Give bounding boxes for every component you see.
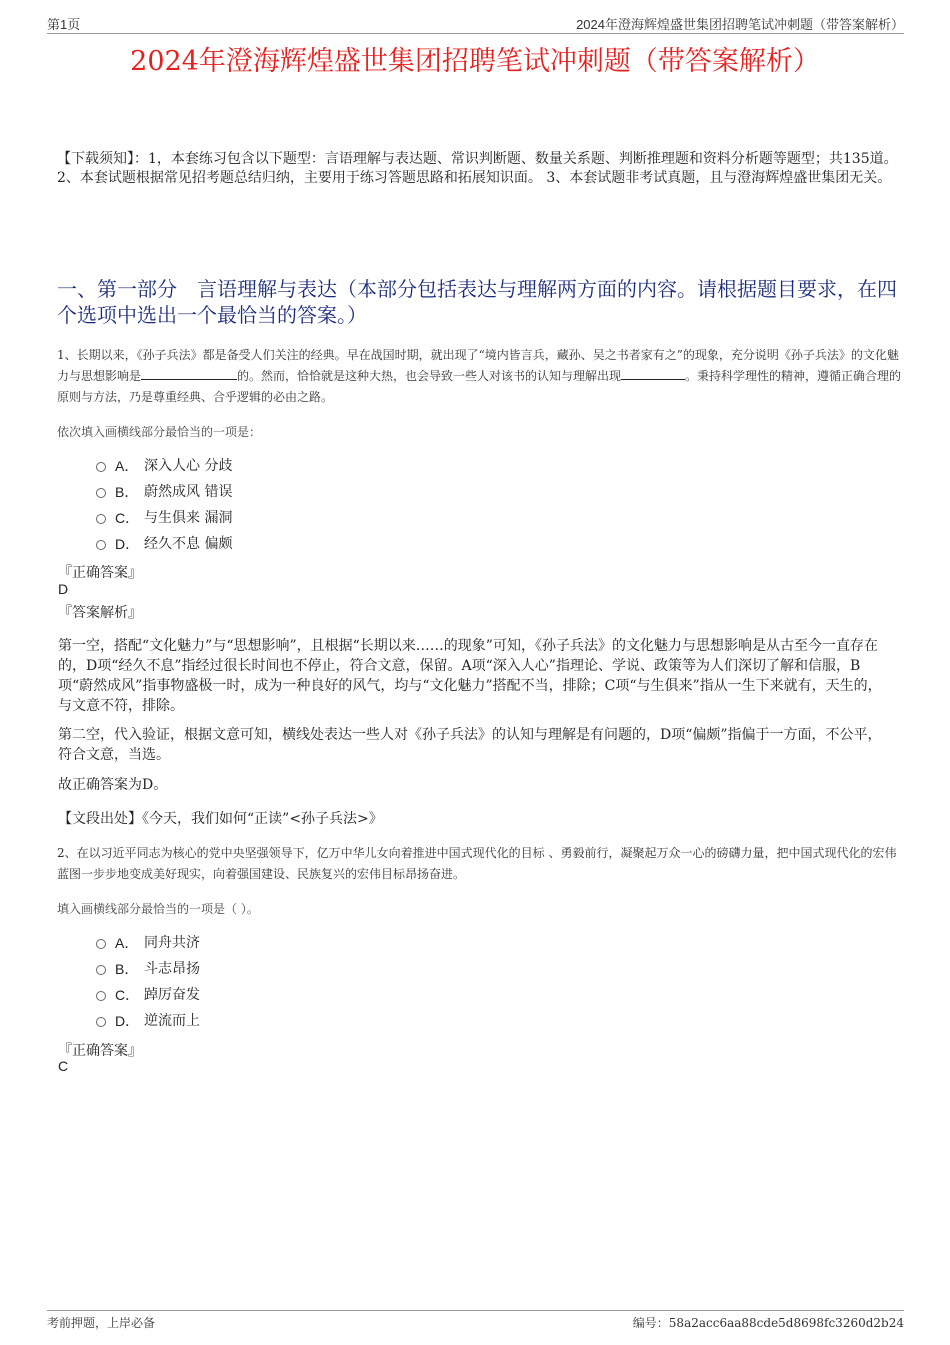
section-heading: 一、第一部分 言语理解与表达（本部分包括表达与理解两方面的内容。请根据题目要求，在四个选项中选出一个最恰当的答案。） — [57, 277, 897, 327]
option-text: 与生俱来 漏洞 — [144, 510, 233, 526]
question-1-option-d[interactable] — [96, 534, 232, 554]
footer-divider — [47, 1310, 904, 1311]
option-text: 深入人心 分歧 — [144, 458, 233, 474]
option-key: A． — [115, 458, 139, 474]
option-text: 经久不息 偏颇 — [144, 536, 233, 552]
option-key: B． — [115, 484, 139, 500]
fill-blank-2 — [621, 367, 685, 380]
question-1-option-c[interactable] — [96, 508, 232, 528]
option-text: 蔚然成风 错误 — [144, 484, 233, 500]
running-header-title: 2024年澄海辉煌盛世集团招聘笔试冲刺题（带答案解析） — [576, 17, 904, 32]
radio-circle-icon[interactable] — [96, 965, 106, 975]
option-key: D． — [115, 1013, 140, 1029]
radio-circle-icon[interactable] — [96, 540, 106, 550]
radio-circle-icon[interactable] — [96, 514, 106, 524]
radio-circle-icon[interactable] — [96, 488, 106, 498]
document-serial-number: 编号：58a2acc6aa88cde5d8698fc3260d2b24 — [632, 1316, 904, 1330]
analysis-paragraph-2: 第二空，代入验证，根据文意可知，横线处表达一些人对《孙子兵法》的认知与理解是有问题的，D项“偏颇”指偏于一方面，不公平，符合文意，当选。 — [58, 727, 882, 763]
fill-blank-1 — [141, 367, 237, 380]
question-1-option-b[interactable] — [96, 482, 232, 502]
question-1-stem-part2: 的。然而，恰恰就是这种大热，也会导致一些人对该书的认知与理解出现 — [237, 369, 622, 383]
correct-answer-value: D — [58, 581, 69, 597]
correct-answer-label: 『正确答案』 — [58, 1043, 142, 1059]
question-2-option-c[interactable] — [96, 985, 200, 1005]
document-title: 2024年澄海辉煌盛世集团招聘笔试冲刺题（带答案解析） — [130, 46, 820, 77]
option-text: 同舟共济 — [144, 935, 200, 951]
header-divider — [47, 33, 904, 34]
passage-source: 【文段出处】《今天，我们如何“正读”<孙子兵法>》 — [58, 811, 383, 827]
option-text: 踔厉奋发 — [144, 987, 200, 1003]
download-notice: 【下载须知】：1，本套练习包含以下题型：言语理解与表达题、常识判断题、数量关系题、判断推理题和资料分析题等题型；共135道。 2、本套试题根据常见招考题总结归纳，主要用于练习答题思路和拓展知识面。 3、本套试题非考试真题，且与澄海辉煌盛世集团无关。 — [57, 151, 898, 186]
question-1-option-a[interactable] — [96, 456, 232, 476]
correct-answer-value: C — [58, 1058, 69, 1074]
question-2-option-d[interactable] — [96, 1011, 200, 1031]
question-2-option-a[interactable] — [96, 933, 200, 953]
option-key: D． — [115, 536, 140, 552]
option-key: B． — [115, 961, 139, 977]
answer-analysis-label: 『答案解析』 — [58, 605, 142, 621]
question-1-prompt: 依次填入画横线部分最恰当的一项是： — [57, 425, 262, 439]
page-number: 第1页 — [47, 17, 81, 32]
correct-answer-label: 『正确答案』 — [58, 565, 142, 581]
question-1-stem — [57, 345, 902, 408]
option-key: C． — [115, 987, 140, 1003]
question-2-stem: 2、在以习近平同志为核心的党中央坚强领导下，亿万中华儿女向着推进中国式现代化的目标 、勇毅前行，凝聚起万众一心的磅礴力量，把中国式现代化的宏伟蓝图一步步地变成美好现实，向着强国建设、民族复兴的宏伟目标昂扬奋进。 — [57, 846, 897, 881]
analysis-conclusion: 故正确答案为D。 — [58, 777, 168, 793]
option-key: A． — [115, 935, 139, 951]
option-text: 斗志昂扬 — [144, 961, 200, 977]
radio-circle-icon[interactable] — [96, 991, 106, 1001]
question-2-prompt: 填入画横线部分最恰当的一项是（ ）。 — [57, 902, 259, 916]
question-1-stem-part3: 。秉持科学理性的精神，遵循正确合理的原则与方法，乃是尊重经典、合乎逻辑的必由之路。 — [57, 369, 902, 404]
radio-circle-icon[interactable] — [96, 1017, 106, 1027]
radio-circle-icon[interactable] — [96, 462, 106, 472]
question-2-option-b[interactable] — [96, 959, 200, 979]
question-1-stem-part1: 1、长期以来，《孙子兵法》都是备受人们关注的经典。早在战国时期，就出现了“境内皆言兵，藏孙、吴之书者家有之”的现象，充分说明《孙子兵法》的文化魅力与思想影响是 — [57, 348, 899, 383]
analysis-paragraph-1: 第一空，搭配“文化魅力”与“思想影响”，且根据“长期以来……的现象”可知，《孙子兵法》的文化魅力与思想影响是从古至今一直存在的，D项“经久不息”指经过很长时间也不停止，符合文意，保留。A项“深入人心”指理论、学说、政策等为人们深切了解和信服，B项“蔚然成风”指事物盛极一时，成为一种良好的风气，均与“文化魅力”搭配不当，排除；C项“与生俱来”指从一生下来就有，天生的，与文意不符，排除。 — [58, 638, 882, 714]
footer-slogan: 考前押题，上岸必备 — [47, 1316, 156, 1330]
radio-circle-icon[interactable] — [96, 939, 106, 949]
option-key: C． — [115, 510, 140, 526]
option-text: 逆流而上 — [144, 1013, 200, 1029]
